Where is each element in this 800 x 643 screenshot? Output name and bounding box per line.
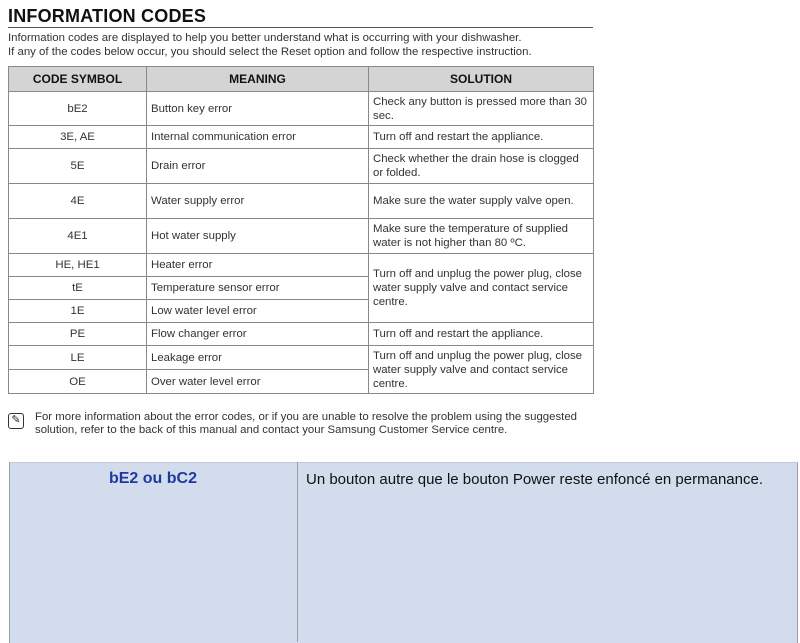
intro-text bbox=[8, 31, 608, 59]
code-cell: HE, HE1 bbox=[9, 254, 147, 277]
solution-cell: Turn off and unplug the power plug, close water supply valve and contact service centre. bbox=[369, 254, 594, 323]
note-text: For more information about the error codes, or if you are unable to resolve the problem using the suggested solution, refer to the back of this manual and contact your Samsung Customer Service centre. bbox=[35, 411, 577, 436]
solution-cell: Make sure the temperature of supplied water is not higher than 80 ºC. bbox=[369, 219, 594, 254]
column-header-code: CODE SYMBOL bbox=[9, 67, 147, 92]
table-row bbox=[9, 219, 594, 254]
meaning-cell: Button key error bbox=[147, 92, 369, 126]
code-cell: OE bbox=[9, 370, 147, 394]
french-code-panel bbox=[9, 462, 798, 643]
solution-cell: Turn off and restart the appliance. bbox=[369, 323, 594, 346]
pencil-note-icon: ✎ bbox=[8, 413, 24, 429]
table-row bbox=[9, 346, 594, 370]
code-cell: 4E1 bbox=[9, 219, 147, 254]
title-divider bbox=[8, 27, 593, 28]
table-row bbox=[9, 184, 594, 219]
meaning-cell: Drain error bbox=[147, 149, 369, 184]
panel-code-label: bE2 ou bC2 bbox=[108, 470, 197, 487]
code-cell: tE bbox=[9, 277, 147, 300]
table-row bbox=[9, 254, 594, 277]
meaning-cell: Hot water supply bbox=[147, 219, 369, 254]
code-cell: LE bbox=[9, 346, 147, 370]
solution-cell: Make sure the water supply valve open. bbox=[369, 184, 594, 219]
solution-cell: Check whether the drain hose is clogged or folded. bbox=[369, 149, 594, 184]
solution-cell: Turn off and restart the appliance. bbox=[369, 126, 594, 149]
code-cell: 1E bbox=[9, 300, 147, 323]
meaning-cell: Heater error bbox=[147, 254, 369, 277]
meaning-cell: Over water level error bbox=[147, 370, 369, 394]
code-cell: bE2 bbox=[9, 92, 147, 126]
intro-line-2: If any of the codes below occur, you should select the Reset option and follow the respective instruction. bbox=[8, 46, 532, 58]
panel-description: Un bouton autre que le bouton Power reste enfoncé en permanance. bbox=[306, 471, 763, 488]
page-title: INFORMATION CODES bbox=[8, 6, 207, 26]
meaning-cell: Leakage error bbox=[147, 346, 369, 370]
meaning-cell: Internal communication error bbox=[147, 126, 369, 149]
panel-column-divider bbox=[297, 462, 298, 642]
code-cell: 5E bbox=[9, 149, 147, 184]
code-cell: 3E, AE bbox=[9, 126, 147, 149]
solution-cell: Turn off and unplug the power plug, close water supply valve and contact service centre. bbox=[369, 346, 594, 394]
meaning-cell: Water supply error bbox=[147, 184, 369, 219]
meaning-cell: Flow changer error bbox=[147, 323, 369, 346]
table-row bbox=[9, 126, 594, 149]
meaning-cell: Low water level error bbox=[147, 300, 369, 323]
code-cell: 4E bbox=[9, 184, 147, 219]
column-header-solution: SOLUTION bbox=[369, 67, 594, 92]
table-row bbox=[9, 149, 594, 184]
solution-cell: Check any button is pressed more than 30 sec. bbox=[369, 92, 594, 126]
meaning-cell: Temperature sensor error bbox=[147, 277, 369, 300]
table-row bbox=[9, 323, 594, 346]
intro-line-1: Information codes are displayed to help you better understand what is occurring with your dishwasher. bbox=[8, 32, 522, 44]
table-header-row bbox=[9, 67, 594, 92]
information-codes-table bbox=[8, 66, 594, 394]
table-row bbox=[9, 92, 594, 126]
column-header-meaning: MEANING bbox=[147, 67, 369, 92]
code-cell: PE bbox=[9, 323, 147, 346]
